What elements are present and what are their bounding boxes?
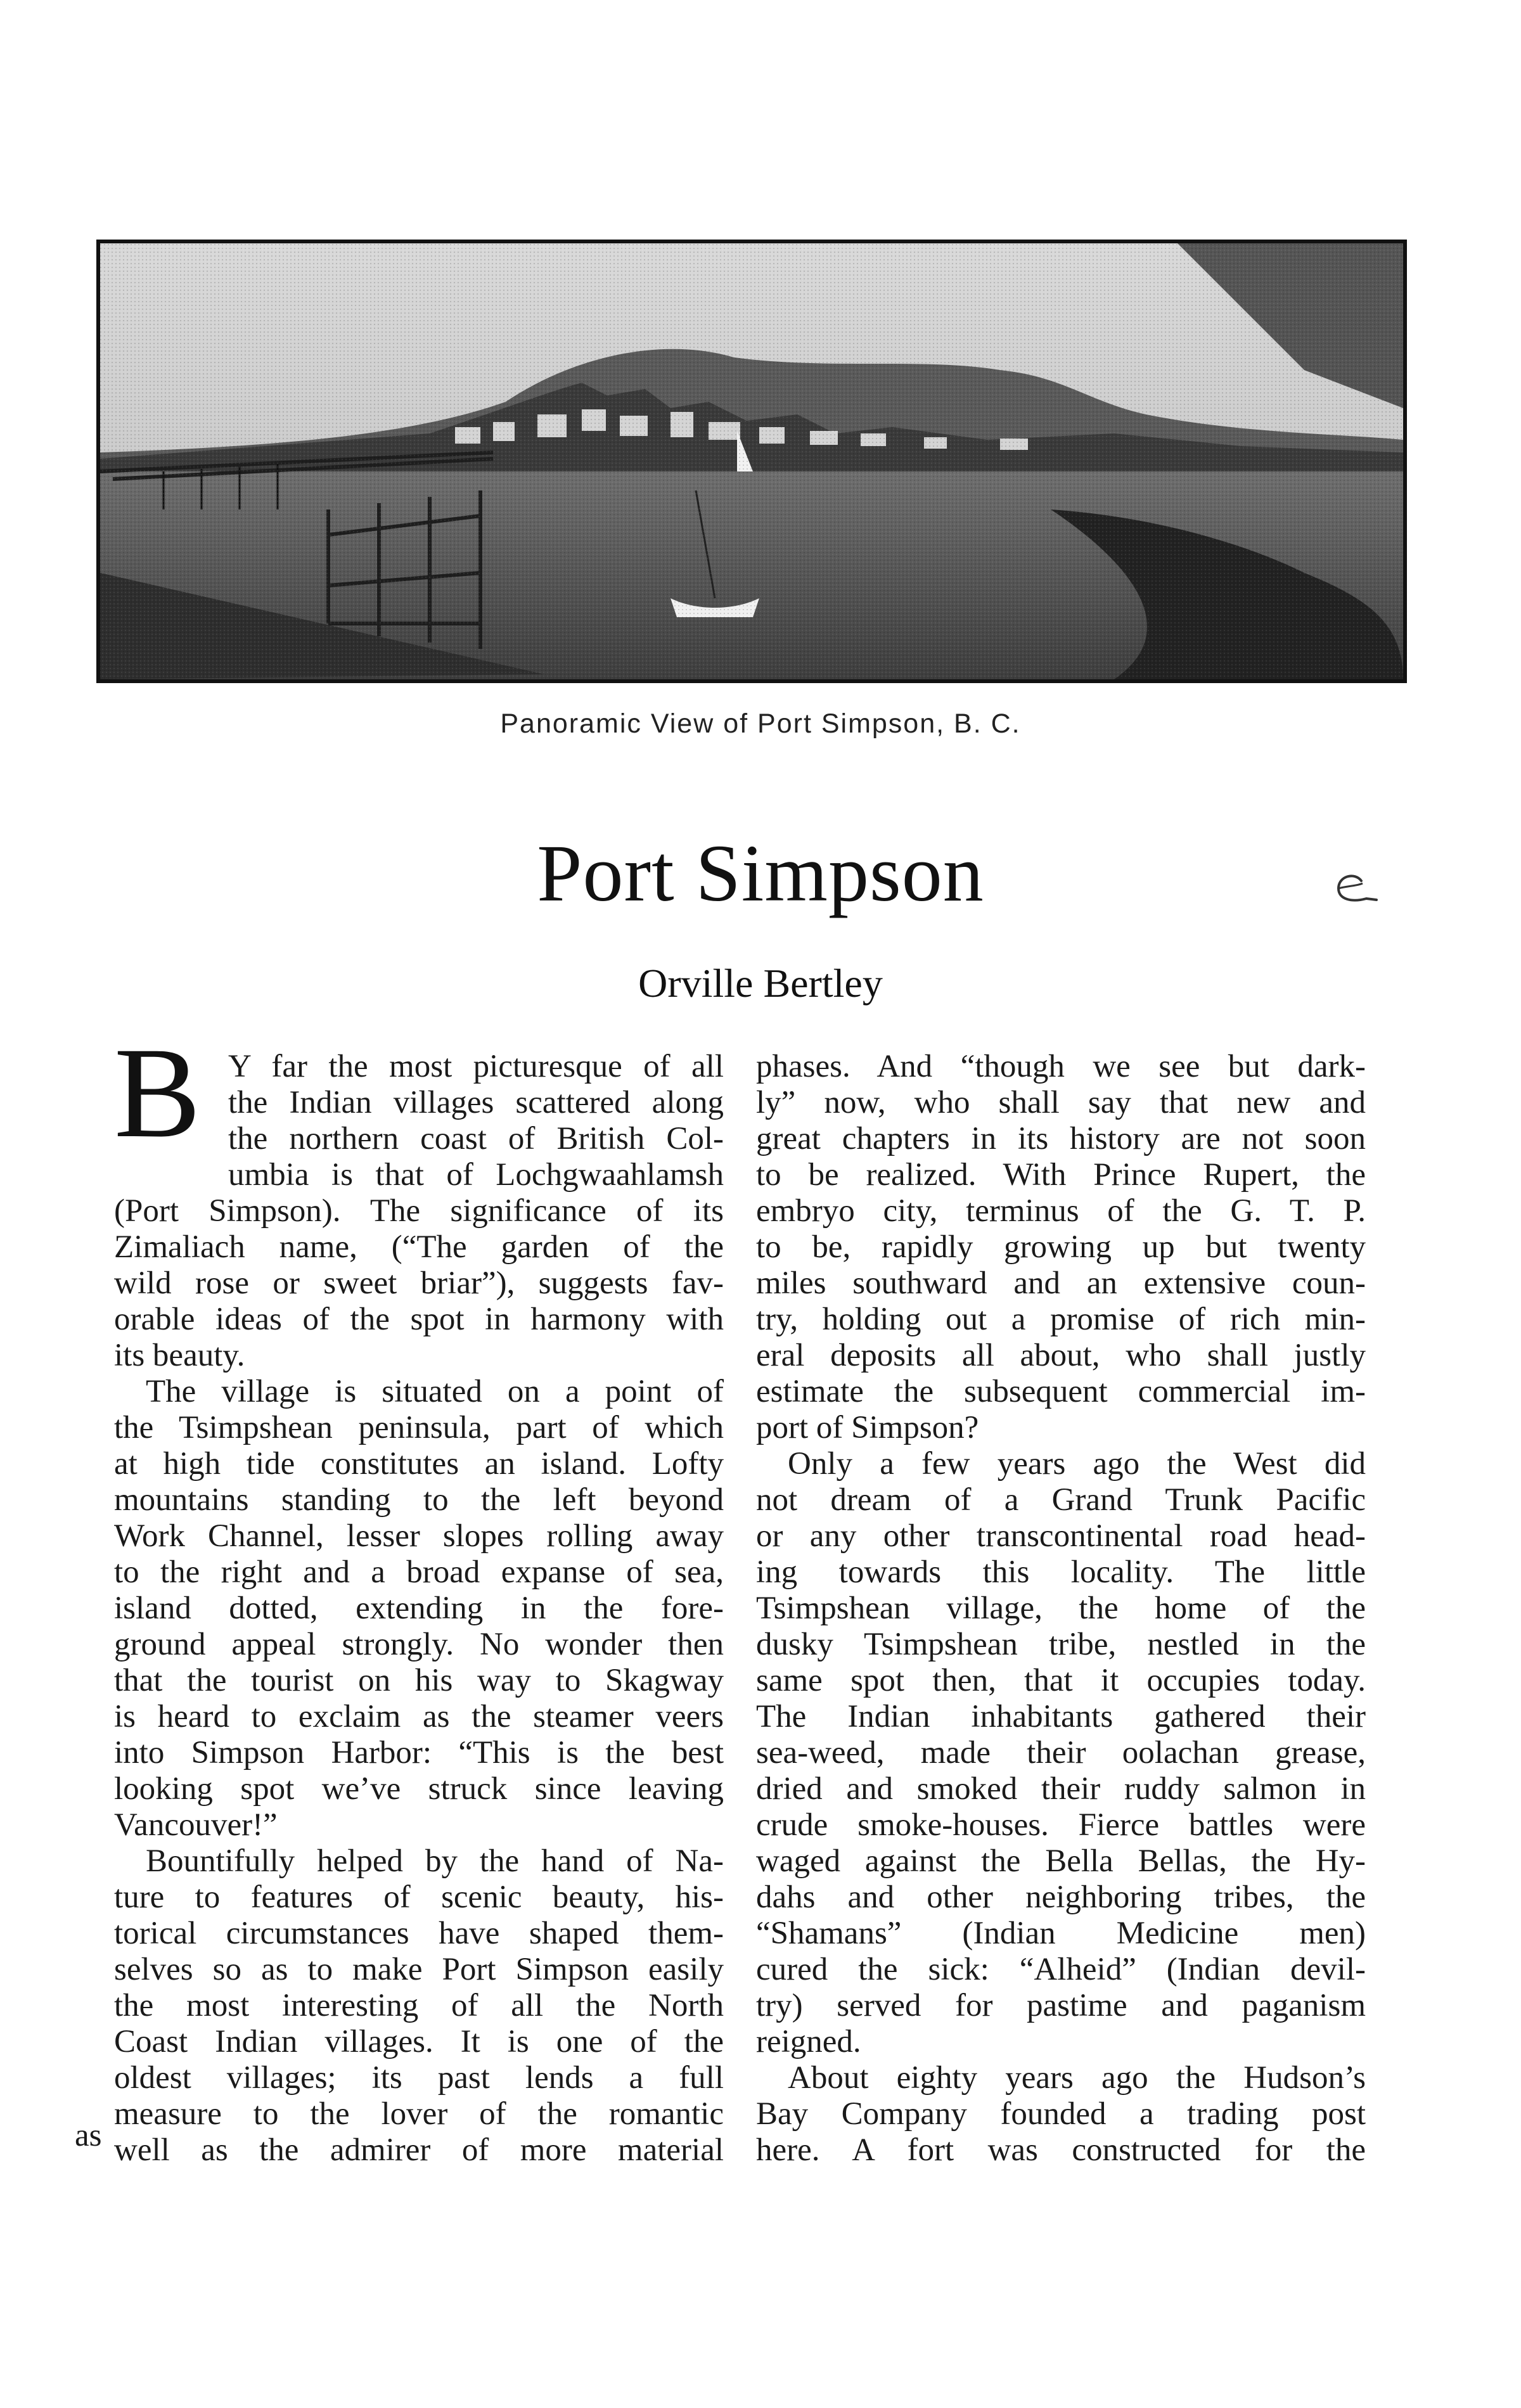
left-column	[114, 1049, 724, 2168]
article-author: Orville Bertley	[638, 961, 883, 1006]
text-line: oldest villages; its past lends a full	[114, 2060, 724, 2096]
text-line: phases. And “though we see but dark-	[756, 1049, 1366, 1084]
text-line: selves so as to make Port Simpson easily	[114, 1952, 724, 1987]
text-line: well as the admirer of more material	[114, 2132, 724, 2168]
text-line: dusky Tsimpshean tribe, nestled in the	[756, 1627, 1366, 1662]
text-line: torical circumstances have shaped them-	[114, 1916, 724, 1951]
text-line: eral deposits all about, who shall justly	[756, 1338, 1366, 1373]
text-line: to the right and a broad expanse of sea,	[114, 1554, 724, 1590]
text-line: ture to features of scenic beauty, his-	[114, 1880, 724, 1915]
margin-word: as	[75, 2118, 102, 2153]
text-line: sea-weed, made their oolachan grease,	[756, 1735, 1366, 1771]
text-line: at high tide constitutes an island. Lofty	[114, 1446, 724, 1482]
panorama-photo-icon	[100, 243, 1403, 679]
text-line: same spot then, that it occupies today.	[756, 1663, 1366, 1698]
text-line: the northern coast of British Col-	[228, 1121, 724, 1156]
photo-caption: Panoramic View of Port Simpson, B. C.	[500, 708, 1021, 739]
text-line: that the tourist on his way to Skagway	[114, 1663, 724, 1698]
text-line: Zimaliach name, (“The garden of the	[114, 1229, 724, 1265]
text-line: here. A fort was constructed for the	[756, 2132, 1366, 2168]
text-line: the most interesting of all the North	[114, 1988, 724, 2023]
text-line: into Simpson Harbor: “This is the best	[114, 1735, 724, 1771]
text-line: The village is situated on a point of	[146, 1374, 724, 1409]
text-line: Vancouver!”	[114, 1807, 278, 1843]
text-line: ing towards this locality. The little	[756, 1554, 1366, 1590]
text-line: to be realized. With Prince Rupert, the	[756, 1157, 1366, 1193]
text-line: measure to the lover of the romantic	[114, 2096, 724, 2132]
text-line: to be, rapidly growing up but twenty	[756, 1229, 1366, 1265]
text-line: estimate the subsequent commercial im-	[756, 1374, 1366, 1409]
handwritten-mark	[1330, 867, 1380, 911]
right-column	[756, 1049, 1366, 2168]
text-line: cured the sick: “Alheid” (Indian devil-	[756, 1952, 1366, 1987]
text-line: not dream of a Grand Trunk Pacific	[756, 1482, 1366, 1518]
text-line: island dotted, extending in the fore-	[114, 1591, 724, 1626]
text-line: Work Channel, lesser slopes rolling away	[114, 1518, 724, 1554]
text-line: the Indian villages scattered along	[228, 1085, 724, 1120]
text-line: ground appeal strongly. No wonder then	[114, 1627, 724, 1662]
text-line: Coast Indian villages. It is one of the	[114, 2024, 724, 2059]
text-line: Tsimpshean village, the home of the	[756, 1591, 1366, 1626]
text-line: orable ideas of the spot in harmony with	[114, 1302, 724, 1337]
text-line: “Shamans” (Indian Medicine men)	[756, 1916, 1366, 1951]
text-line: mountains standing to the left beyond	[114, 1482, 724, 1518]
text-line: (Port Simpson). The significance of its	[114, 1193, 724, 1229]
text-line: try, holding out a promise of rich min-	[756, 1302, 1366, 1337]
text-line: its beauty.	[114, 1338, 245, 1373]
text-line: reigned.	[756, 2024, 861, 2059]
text-line: crude smoke-houses. Fierce battles were	[756, 1807, 1366, 1843]
text-line: umbia is that of Lochgwaahlamsh	[228, 1157, 724, 1193]
text-line: waged against the Bella Bellas, the Hy-	[756, 1843, 1366, 1879]
text-line: great chapters in its history are not soon	[756, 1121, 1366, 1156]
text-line: ly” now, who shall say that new and	[756, 1085, 1366, 1120]
text-line: wild rose or sweet briar”), suggests fav-	[114, 1265, 724, 1301]
text-line: embryo city, terminus of the G. T. P.	[756, 1193, 1366, 1229]
text-line: the Tsimpshean peninsula, part of which	[114, 1410, 724, 1445]
text-line: looking spot we’ve struck since leaving	[114, 1771, 724, 1807]
text-line: Bay Company founded a trading post	[756, 2096, 1366, 2132]
text-line: try) served for pastime and paganism	[756, 1988, 1366, 2023]
article-title: Port Simpson	[537, 828, 984, 918]
text-line: dahs and other neighboring tribes, the	[756, 1880, 1366, 1915]
text-line: About eighty years ago the Hudson’s	[788, 2060, 1366, 2096]
text-line: Bountifully helped by the hand of Na-	[146, 1843, 724, 1879]
text-line: is heard to exclaim as the steamer veers	[114, 1699, 724, 1734]
text-line: miles southward and an extensive coun-	[756, 1265, 1366, 1301]
text-line: The Indian inhabitants gathered their	[756, 1699, 1366, 1734]
text-line: Y far the most picturesque of all	[228, 1049, 724, 1084]
text-line: dried and smoked their ruddy salmon in	[756, 1771, 1366, 1807]
text-line: or any other transcontinental road head-	[756, 1518, 1366, 1554]
drop-cap: B	[114, 1021, 201, 1165]
text-line: port of Simpson?	[756, 1410, 979, 1445]
panorama-photo	[96, 240, 1407, 683]
text-line: Only a few years ago the West did	[788, 1446, 1366, 1482]
